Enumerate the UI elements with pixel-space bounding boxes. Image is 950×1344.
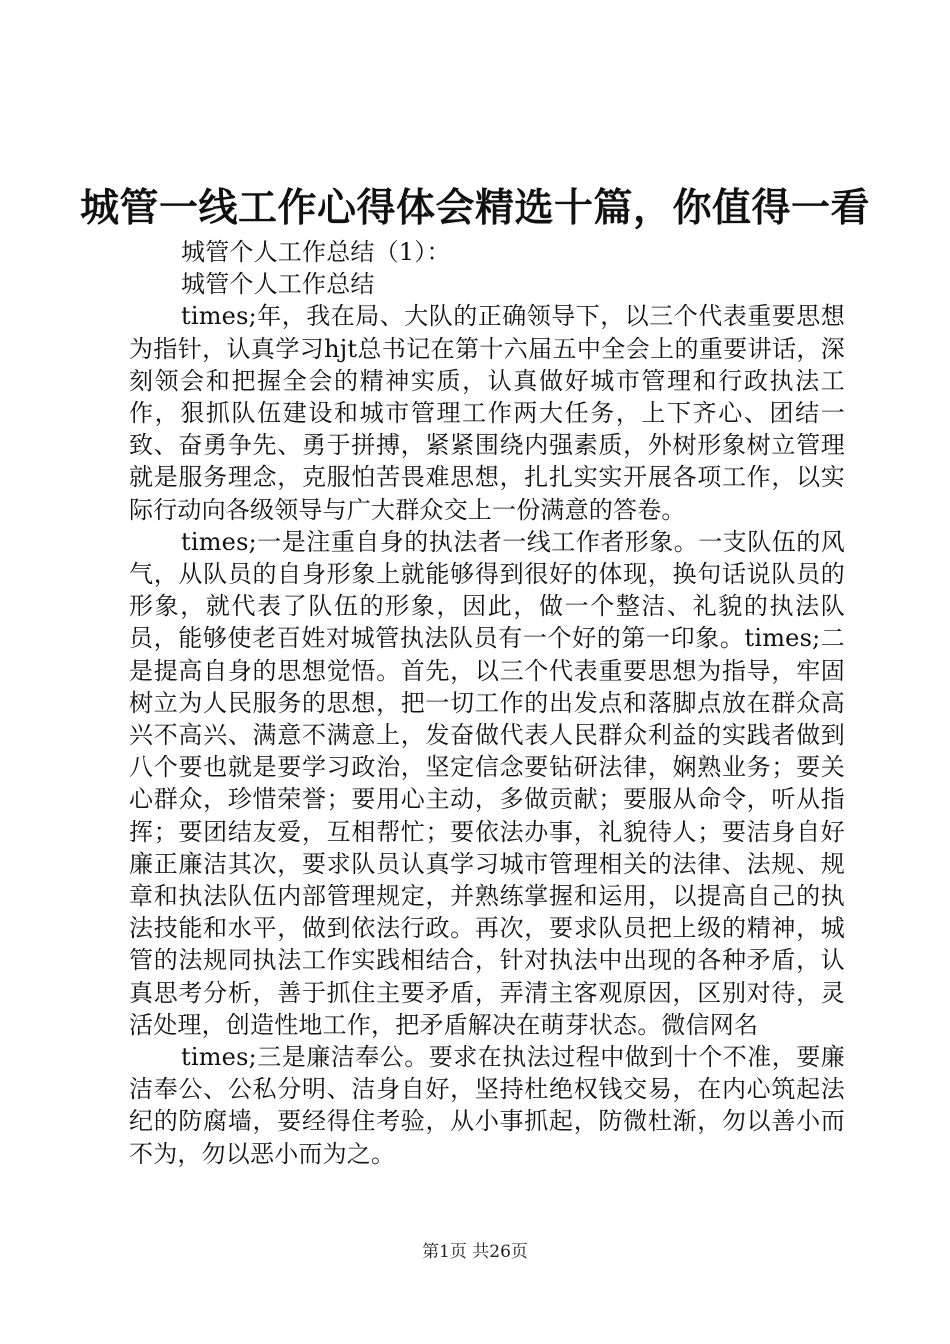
document-body [129, 236, 845, 1170]
document-title: 城管一线工作心得体会精选十篇，你值得一看 [79, 186, 870, 231]
section-subheading: 城管个人工作总结 [181, 270, 375, 299]
paragraph-image-and-thinking: times;一是注重自身的执法者一线工作者形象。一支队伍的风气，从队员的自身形象上就能够得到很好的体现，换句话说队员的形象，就代表了队伍的形象，因此，做一个整洁、礼貌的执法队员，能够使老百姓对城管执法队员有一个好的第一印象。times;二是提高自身的思想觉悟。首先，以三个代表重要思想为指导，牢固树立为人民服务的思想，把一切工作的出发点和落脚点放在群众高兴不高兴、满意不满意上，发奋做代表人民群众利益的实践者做到八个要也就是要学习政治，坚定信念要钻研法律，娴熟业务；要关心群众，珍惜荣誉；要用心主动，多做贡献；要服从命令，听从指挥；要团结友爱，互相帮忙；要依法办事，礼貌待人；要洁身自好廉正廉洁其次，要求队员认真学习城市管理相关的法律、法规、规章和执法队伍内部管理规定，并熟练掌握和运用，以提高自己的执法技能和水平，做到依法行政。再次，要求队员把上级的精神，城管的法规同执法工作实践相结合，针对执法中出现的各种矛盾，认真思考分析，善于抓住主要矛盾，弄清主客观原因，区别对待，灵活处理，创造性地工作，把矛盾解决在萌芽状态。微信网名 [129, 527, 845, 1039]
paragraph-intro: times;年，我在局、大队的正确领导下，以三个代表重要思想为指针，认真学习hjt总书记在第十六届五中全会上的重要讲话，深刻领会和把握全会的精神实质，认真做好城市管理和行政执法工作，狠抓队伍建设和城市管理工作两大任务，上下齐心、团结一致、奋勇争先、勇于拼搏，紧紧围绕内强素质，外树形象树立管理就是服务理念，克服怕苦畏难思想，扎扎实实开展各项工作，以实际行动向各级领导与广大群众交上一份满意的答卷。 [129, 302, 845, 524]
paragraph-integrity: times;三是廉洁奉公。要求在执法过程中做到十个不准，要廉洁奉公、公私分明、洁身自好，坚持杜绝权钱交易，在内心筑起法纪的防腐墙，要经得住考验，从小事抓起，防微杜渐，勿以善小而不为，勿以恶小而为之。 [129, 1043, 845, 1168]
page-number-footer: 第1页 共26页 [422, 1242, 528, 1262]
section-heading: 城管个人工作总结（1）： [181, 238, 451, 266]
